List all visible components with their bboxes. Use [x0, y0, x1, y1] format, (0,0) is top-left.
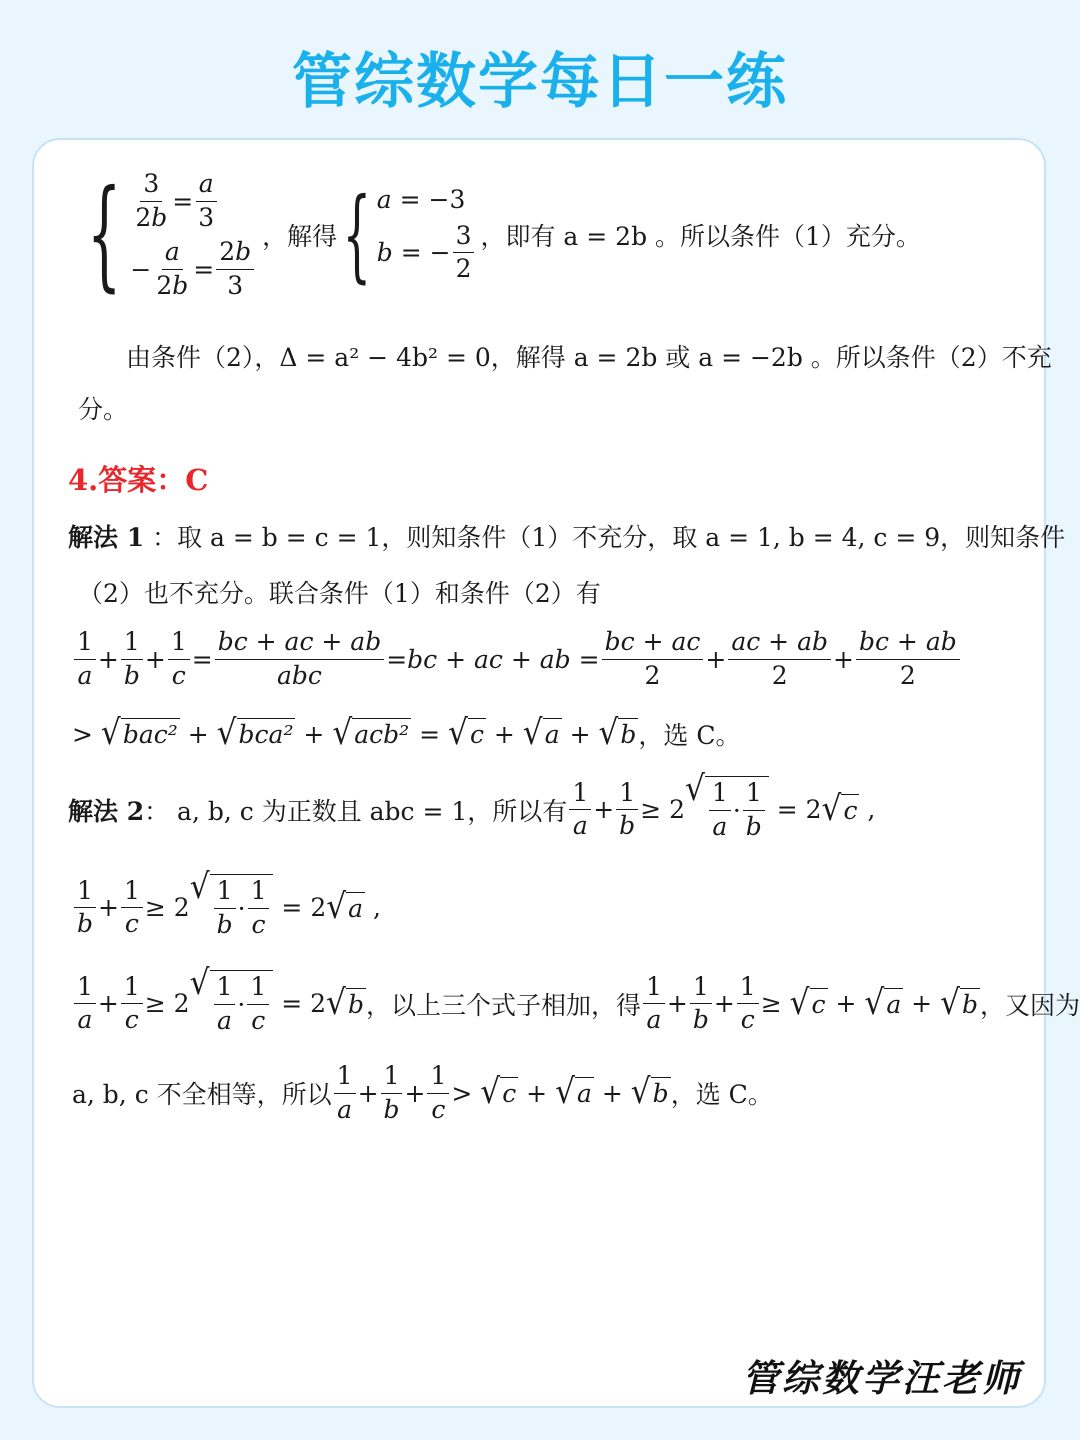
- method1-label: 解法 1: [68, 523, 145, 552]
- equation-system-line: [78, 160, 921, 310]
- content-card: [32, 138, 1046, 1408]
- condition2-line1: 由条件（2），Δ = a² − 4b² = 0，解得 a = 2b 或 a = −2b 。所以条件（2）不充: [126, 343, 1052, 372]
- method2-text1: ： a, b, c 为正数且 abc = 1，所以有: [144, 796, 568, 826]
- method1-line2: （2）也不充分。联合条件（1）和条件（2）有: [78, 579, 601, 608]
- left-brace: {: [86, 165, 122, 304]
- right-system: { a = −3 b = − $\frac{3}{2}$: [337, 185, 476, 286]
- author-signature: 管综数学汪老师: [742, 1356, 1022, 1400]
- method2-text4: a, b, c 不全相等，所以: [72, 1080, 332, 1109]
- method2-text3: ，以上三个式子相加，得: [365, 990, 641, 1020]
- condition2-line2: 分。: [78, 395, 129, 424]
- method2-text3-suffix: ，又因为: [980, 990, 1080, 1020]
- method2-text4-suffix: ，选 C。: [670, 1080, 773, 1109]
- method1-text1: ：取 a = b = c = 1，则知条件（1）不充分，取 a = 1, b = 4, c = 9，则知条件: [152, 523, 1066, 552]
- method2-line1: 解法 2 ： a, b, c 为正数且 abc = 1，所以有 $\frac{1}{a}$ + $\frac{1}{b}$ ≥ 2 √ $\frac{1}{a}$ · $\frac{1}{b}$ = 2 √ c ,: [68, 776, 875, 843]
- system-conclusion: ，即有 a = 2b 。所以条件（1）充分。: [480, 222, 921, 251]
- method2-line2: $\frac{1}{b}$ + $\frac{1}{c}$ ≥ 2 √ $\frac{1}{b}$ · $\frac{1}{c}$ = 2 √ a ,: [72, 874, 381, 941]
- answer-heading: 4.答案：C: [68, 463, 209, 497]
- method1-line1: [68, 518, 1065, 554]
- left-system: { $\frac{3}{2b}$ = $\frac{a}{3}$ − $\frac{a}{2b}$ = $\frac{2b}{3}$: [78, 168, 256, 302]
- method1-formula2: > √ bac² + √ bca² + √ acb² = √ c + √ a + √ b ，选 C。: [72, 713, 741, 754]
- solve-word: ，解得: [262, 222, 338, 251]
- method1-suffix: ，选 C。: [638, 721, 741, 750]
- method1-formula1: $\frac{1}{a}$ + $\frac{1}{b}$ + $\frac{1}{c}$ = $\frac{bc + ac + ab}{\text{abc}}$ = bc + ac + ab = $\frac{bc + ac}{2}$ + $\frac{ac + ab}{2}$ + $\frac{bc + ab}{2}$: [72, 626, 962, 692]
- method2-line3: $\frac{1}{a}$ + $\frac{1}{c}$ ≥ 2 √ $\frac{1}{a}$ · $\frac{1}{c}$ = 2 √ b ，以上三个式子相加，得 $\frac{1}{a}$ + $\frac{1}{b}$ + $\frac{1}{c}$ ≥ √ c + √ a + √ b ，又因为: [72, 970, 1080, 1037]
- right-brace: {: [342, 176, 372, 293]
- method2-line4: a, b, c 不全相等，所以 $\frac{1}{a}$ + $\frac{1}{b}$ + $\frac{1}{c}$ > √ c + √ a + √ b ，选 C。: [72, 1061, 773, 1124]
- method2-label: 解法 2: [68, 796, 145, 826]
- page-title: 管综数学每日一练: [292, 47, 788, 117]
